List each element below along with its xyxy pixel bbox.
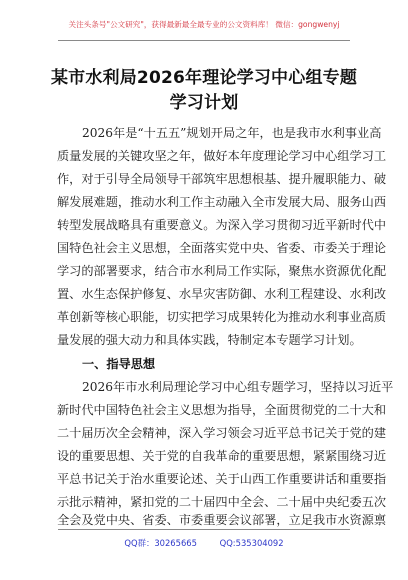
header-divider [58,40,350,41]
section1-line: 2026年市水利局理论学习中心组专题学习，坚持以习近平 [82,380,394,394]
document-title-line-1: 某市水利局2026年理论学习中心组专题 [50,68,358,88]
intro-line: 学习的部署要求，结合市水利局工作实际，聚焦水资源优化配 [57,264,387,278]
intro-line: 量发展的强大动力和具体实践，特制定本专题学习计划。 [57,333,362,347]
footer-divider [58,529,350,530]
section1-line: 全会及党中央、省委、市委重要会议部署，立足我市水资源禀 [57,513,387,527]
intro-line: 2026年是“十五五”规划开局之年，也是我市水利事业高 [82,126,382,140]
section1-line: 平总书记关于治水重要论述、关于山西工作重要讲话和重要指 [57,472,387,486]
intro-line: 国特色社会主义思想，全面落实党中央、省委、市委关于理论 [57,241,387,255]
footer-qq: QQ:535304092 [219,538,284,548]
footer-contact [0,537,408,549]
section1-line: 二十届历次全会精神，深入学习领会习近平总书记关于党的建 [57,426,387,440]
intro-line: 革创新等核心职能，切实把学习成果转化为推动水利事业高质 [57,310,387,324]
intro-line: 转型发展战略具有重要意义。为深入学习贯彻习近平新时代中 [57,218,387,232]
intro-line: 置、水生态保护修复、水旱灾害防御、水利工程建设、水利改 [57,287,387,301]
intro-line: 作，对于引导全局领导干部筑牢思想根基、提升履职能力、破 [57,172,387,186]
footer-qq-group: QQ群：30265665 [124,538,197,548]
intro-line: 质量发展的关键攻坚之年，做好本年度理论学习中心组学习工 [57,149,387,163]
section1-line: 示批示精神，紧扣党的二十届四中全会、二十届中央纪委五次 [57,495,387,509]
intro-line: 解发展难题，推动水利工作主动融入全市发展大局、服务山西 [57,195,387,209]
section-heading-guiding-ideology: 一、指导思想 [82,357,156,371]
document-title-line-2: 学习计划 [169,93,239,113]
section1-line: 新时代中国特色社会主义思想为指导，全面贯彻党的二十大和 [57,403,387,417]
section1-line: 设的重要思想、关于党的自我革命的重要思想，紧紧围绕习近 [57,449,387,463]
header-promo-note: 关注头条号"公文研究"，获得最新最全最专业的公文资料库！ 微信：gongwenyj [68,20,340,29]
